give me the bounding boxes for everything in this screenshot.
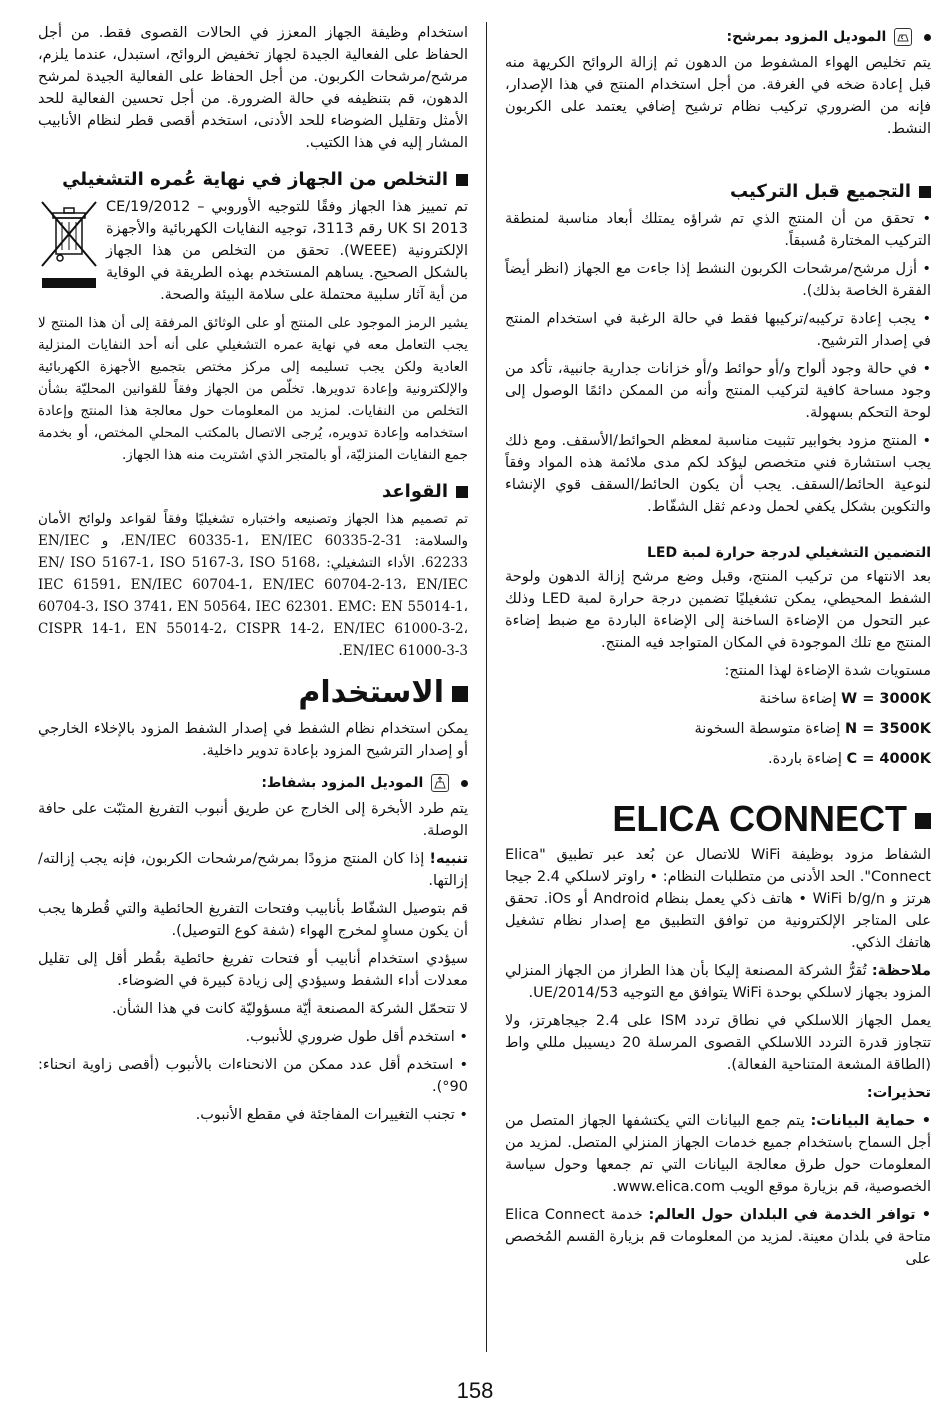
usage-heading: الاستخدام	[38, 674, 468, 712]
usage-item: • استخدم أقل طول ضروري للأنبوب.	[245, 1029, 468, 1045]
connect-text: الشفاط مزود بوظيفة WiFi للاتصال عن بُعد عبر تطبيق "Elica Connect". الحد الأدنى من متطلبات النظام: • راوتر لاسلكي 2.4 جيجا هرتز و WiFi b/g/n • هاتف ذكي يعمل بنظام Android أو iOs. تحقق على المتاجر الإلكترونية من توافق التطبيق مع إصدار نظام تشغيل هاتفك الذكي.	[505, 847, 932, 951]
disposal-block	[38, 196, 468, 306]
usage-text: يتم طرد الأبخرة إلى الخارج عن طريق أنبوب التفريغ المثبّت على حافة الوصلة.	[38, 801, 468, 839]
rules-text: تم تصميم هذا الجهاز وتصنيعه واختباره تشغيليًا وفقاً لقواعد ولوائح الأمان والسلامة: EN/IEC 60335-1، EN/IEC 60335-2-31، و EN/IEC 62233. الأداء التشغيلي: EN/ ISO 5167-1، ISO 5167-3، ISO 5168، IEC 61591، EN/IEC 60704-1، EN/IEC 60704-2-13، EN/IEC 60704-3، ISO 3741، EN 50564، IEC 62301. EMC: EN 55014-1، CISPR 14-1، EN 55014-2، CISPR 14-2، EN/IEC 61000-3-2، EN/IEC 61000-3-3.	[38, 511, 468, 659]
usage-item: • استخدم أقل عدد ممكن من الانحناءات بالأنبوب (أقصى زاوية انحناء: 90°).	[38, 1057, 468, 1095]
led-level: N = 3500K إضاءة متوسطة السخونة	[694, 721, 931, 737]
led-heading: التضمين التشغيلي لدرجة حرارة لمبة LED	[646, 545, 931, 561]
led-levels	[505, 688, 931, 770]
led-text: بعد الانتهاء من تركيب المنتج، وقبل وضع مرشح إزالة الدهون ولوحة الشفط المحيطي، يمكن تشغيليًا تضمين درجة حرارة لمبة LED وذلك عبر التحول من الإضاءة الساخنة إلى الإضاءة الباردة مع ضبط إضاءة المنتج مع تلك الموجودة في المكان المتواجد فيه المنتج.	[505, 569, 931, 651]
section-square-icon	[456, 486, 468, 498]
usage-warning: تنبيه! إذا كان المنتج مزودًا بمرشح/مرشحات الكربون، فإنه يجب إزالته/إزالتها.	[38, 851, 469, 889]
pre-install-item: • تحقق من أن المنتج الذي تم شراؤه يمتلك أبعاد مناسبة لمنطقة التركيب المختارة مُسبقاً.	[505, 211, 931, 249]
led-level: C = 4000K إضاءة باردة.	[768, 751, 931, 767]
filter-model-title: الموديل المزود بمرشح:	[505, 26, 931, 48]
intro-text: استخدام وظيفة الجهاز المعزز في الحالات القصوى فقط. من أجل الحفاظ على الفعالية الجيدة لجهاز تخفيض الروائح، استبدل، عندما يلزم، مرشح/مرشحات الكربون. من أجل الحفاظ على الفعالية الجيدة لمرشح الدهون، قم بتنظيفه في حالة الضرورة. من أجل تحسين الفعالية للحد الأمثل وتقليل الضوضاء للحد الأدنى، استخدم أقصى قطر لنظام الأنابيب المشار إليه في هذا الكتيب.	[38, 25, 468, 151]
usage-text: قم بتوصيل الشفّاط بأنابيب وفتحات التفريغ الحائطية والتي قُطرها يجب أن يكون مساوٍ لمخرج الهواء (شفة كوع التوصيل).	[38, 901, 468, 939]
section-square-icon	[919, 186, 931, 198]
suction-model-title: الموديل المزود بشفاط:	[38, 772, 468, 794]
weee-crossed-bin-icon	[38, 196, 100, 296]
led-levels-intro: مستويات شدة الإضاءة لهذا المنتج:	[724, 663, 931, 679]
exhaust-hood-icon	[431, 774, 449, 792]
disposal-heading: التخلص من الجهاز في نهاية عُمره التشغيلي	[38, 168, 468, 192]
page-number: 158	[456, 1378, 494, 1403]
pre-install-item: • أزل مرشح/مرشحات الكربون النشط إذا جاءت مع الجهاز (انظر أيضاً الفقرة الخاصة بذلك).	[505, 261, 931, 299]
filter-model-text: يتم تخليص الهواء المشفوط من الدهون ثم إزالة الروائح الكريهة منه قبل إعادة ضخه في الغرفة. من أجل استخدام المنتج في هذا الإصدار، فإنه من الضروري تركيب نظام ترشيح إضافي يعتمد على الكربون النشط.	[505, 55, 931, 137]
connect-heading: ELICA CONNECT	[505, 800, 931, 838]
warnings-label: تحذيرات:	[866, 1085, 931, 1101]
disposal-text: تم تمييز هذا الجهاز وفقًا للتوجيه الأوروبي CE/19/2012 – UK SI 2013 رقم 3113، توجيه النفايات الكهربائية والأجهزة الإلكترونية (WEEE). تحقق من التخلص من هذا الجهاز بالشكل الصحيح. يساهم المستخدم بهذه الطريقة في الوقاية من أية آثار سلبية محتملة على سلامة البيئة والصحة.	[106, 199, 469, 303]
service-availability: • توافر الخدمة في البلدان حول العالم: خدمة Elica Connect متاحة في بلدان معينة. لمزيد من المعلومات قم بزيارة القسم المُخصص على	[505, 1207, 932, 1267]
column-divider	[486, 22, 487, 1352]
data-protection: • حماية البيانات: يتم جمع البيانات التي يكتشفها الجهاز المتصل من أجل السماح باستخدام جميع خدمات الجهاز المنزلي المتصل. لمزيد من المعلومات حول طرق معالجة البيانات التي تم جمعها وحول سياسة الخصوصية، قم بزيارة موقع الويب www.elica.com.	[505, 1113, 931, 1195]
usage-intro: يمكن استخدام نظام الشفط في إصدار الشفط المزود بالإخلاء الخارجي أو إصدار الترشيح المزود بإعادة تدوير داخلية.	[38, 721, 468, 759]
section-square-icon	[915, 813, 931, 829]
connect-text: يعمل الجهاز اللاسلكي في نطاق تردد ISM على 2.4 جيجاهرتز، ولا تتجاوز قدرة التردد اللاسلكي القصوى المرسلة 20 ديسيبل مللي واط (الطاقة المشعة المتناحية الفعالة).	[505, 1013, 931, 1073]
usage-text: سيؤدي استخدام أنابيب أو فتحات تفريغ حائطية بقُطر أقل إلى تقليل معدلات أداء الشفط وسيؤدي إلى زيادة كبيرة في الضوضاء.	[38, 951, 468, 989]
rules-heading: القواعد	[38, 480, 468, 504]
connect-note: ملاحظة: تُقرُّ الشركة المصنعة إليكا بأن هذا الطراز من الجهاز المنزلي المزود بجهاز لاسلكي بوحدة WiFi يتوافق مع التوجيه UE/2014/53.	[505, 963, 932, 1001]
left-column	[38, 22, 468, 1132]
bullet-icon	[924, 34, 931, 41]
bullet-icon	[461, 780, 468, 787]
filter-hood-icon	[894, 28, 912, 46]
pre-install-item: • في حالة وجود ألواح و/أو حوائط و/أو خزانات جدارية جانبية، تأكد من وجود مساحة كافية لتركيب المنتج وأنه من الممكن دائمًا الوصول إلى لوحة التحكم بسهولة.	[505, 361, 931, 421]
led-level: W = 3000K إضاءة ساخنة	[759, 691, 931, 707]
usage-text: لا تتحمّل الشركة المصنعة أيّة مسؤوليّة كانت في هذا الشأن.	[111, 1001, 468, 1017]
section-square-icon	[456, 174, 468, 186]
pre-install-item: • يجب إعادة تركيبه/تركيبها فقط في حالة الرغبة في استخدام المنتج في إصدار الترشيح.	[505, 311, 931, 349]
pre-install-item: • المنتج مزود بخوابير تثبيت مناسبة لمعظم الحوائط/الأسقف. ومع ذلك يجب استشارة فني متخصص ليؤكد لكم مدى ملائمة هذه المواد وفقاً لنوعية الحائط/السقف. يجب أن يكون الحائط/السقف قوي الإنشاء والتكوين بشكل يكفي لحمل ودعم ثقل الشفّاط.	[505, 433, 931, 515]
usage-item: • تجنب التغييرات المفاجئة في مقطع الأنبوب.	[195, 1107, 468, 1123]
disposal-text-2: يشير الرمز الموجود على المنتج أو على الوثائق المرفقة إلى أن هذا المنتج لا يجب التعامل معه في نهاية عمره التشغيلي على أنه أحد النفايات المنزلية العادية ولكن يجب تسليمه إلى مركز مختص بتجميع الأجهزة الكهربائية والإلكترونية وإعادة تدويرها. تخلّص من الجهاز وفقاً للقوانين المحليّة بشأن التخلص من النفايات. لمزيد من المعلومات حول معالجة هذا المنتج وإعادة استخدامه وإعادة تدويره، يُرجى الاتصال بالمكتب المحلي المختص، أو بخدمة جمع النفايات المنزليّة، أو بالمتجر الذي اشتريت منه هذا الجهاز.	[38, 315, 468, 463]
section-square-icon	[452, 686, 468, 702]
right-column	[505, 22, 931, 1276]
pre-install-heading: التجميع قبل التركيب	[505, 180, 931, 204]
